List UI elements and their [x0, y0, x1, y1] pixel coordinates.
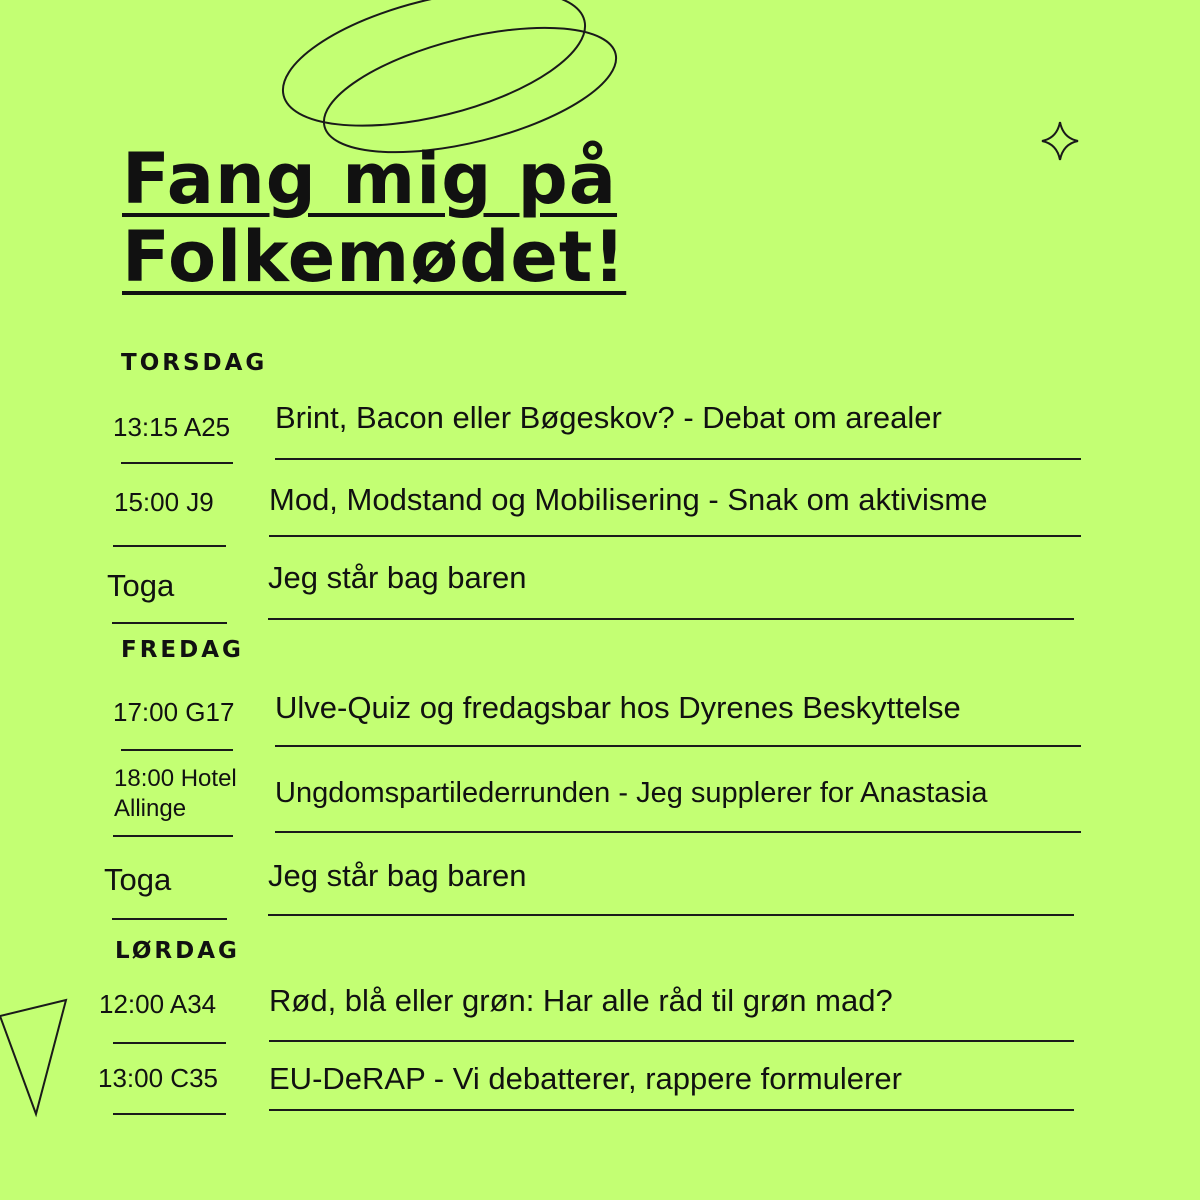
- event-time-location: 13:00 C35: [98, 1063, 218, 1093]
- event-description: Ungdomspartilederrunden - Jeg supplerer for Anastasia: [275, 777, 988, 809]
- time-underline: [121, 749, 233, 751]
- event-time-location: 12:00 A34: [99, 989, 217, 1019]
- time-underline: [112, 622, 227, 624]
- event-description: Mod, Modstand og Mobilisering - Snak om aktivisme: [269, 482, 988, 517]
- description-underline: [269, 1040, 1074, 1042]
- description-underline: [269, 1109, 1074, 1111]
- event-time-location: 13:15 A25: [113, 412, 231, 442]
- description-underline: [275, 745, 1081, 747]
- description-underline: [268, 618, 1074, 620]
- event-description: Rød, blå eller grøn: Har alle råd til grøn mad?: [269, 983, 893, 1018]
- time-underline: [113, 545, 226, 547]
- event-description: Jeg står bag baren: [268, 560, 527, 595]
- time-underline: [113, 1113, 226, 1115]
- event-time-location: Toga: [104, 862, 172, 897]
- event-description: Ulve-Quiz og fredagsbar hos Dyrenes Beskyttelse: [275, 690, 961, 725]
- event-time-location: 17:00 G17: [113, 697, 235, 727]
- time-underline: [113, 1042, 226, 1044]
- time-underline: [113, 835, 233, 837]
- description-underline: [268, 914, 1074, 916]
- description-underline: [275, 458, 1081, 460]
- event-time-location-line-1: 18:00 Hotel: [114, 765, 237, 792]
- page-title: [122, 140, 626, 296]
- event-description: Jeg står bag baren: [268, 858, 527, 893]
- time-underline: [121, 462, 233, 464]
- day-heading-friday: FREDAG: [121, 637, 244, 663]
- day-heading-saturday: LØRDAG: [115, 938, 240, 964]
- event-time-location-line-2: Allinge: [114, 795, 187, 822]
- time-underline: [112, 918, 227, 920]
- triangle-outline-decoration: [0, 1000, 66, 1114]
- title-line-1: Fang mig på: [122, 138, 618, 220]
- description-underline: [275, 831, 1081, 833]
- event-time-location: Toga: [107, 568, 175, 603]
- description-underline: [269, 535, 1081, 537]
- sparkle-icon: [1042, 122, 1078, 160]
- day-heading-thursday: TORSDAG: [121, 350, 268, 376]
- event-description: EU-DeRAP - Vi debatterer, rappere formulerer: [269, 1061, 902, 1096]
- event-description: Brint, Bacon eller Bøgeskov? - Debat om arealer: [275, 400, 942, 435]
- event-time-location: 15:00 J9: [114, 487, 214, 517]
- title-line-2: Folkemødet!: [122, 216, 627, 298]
